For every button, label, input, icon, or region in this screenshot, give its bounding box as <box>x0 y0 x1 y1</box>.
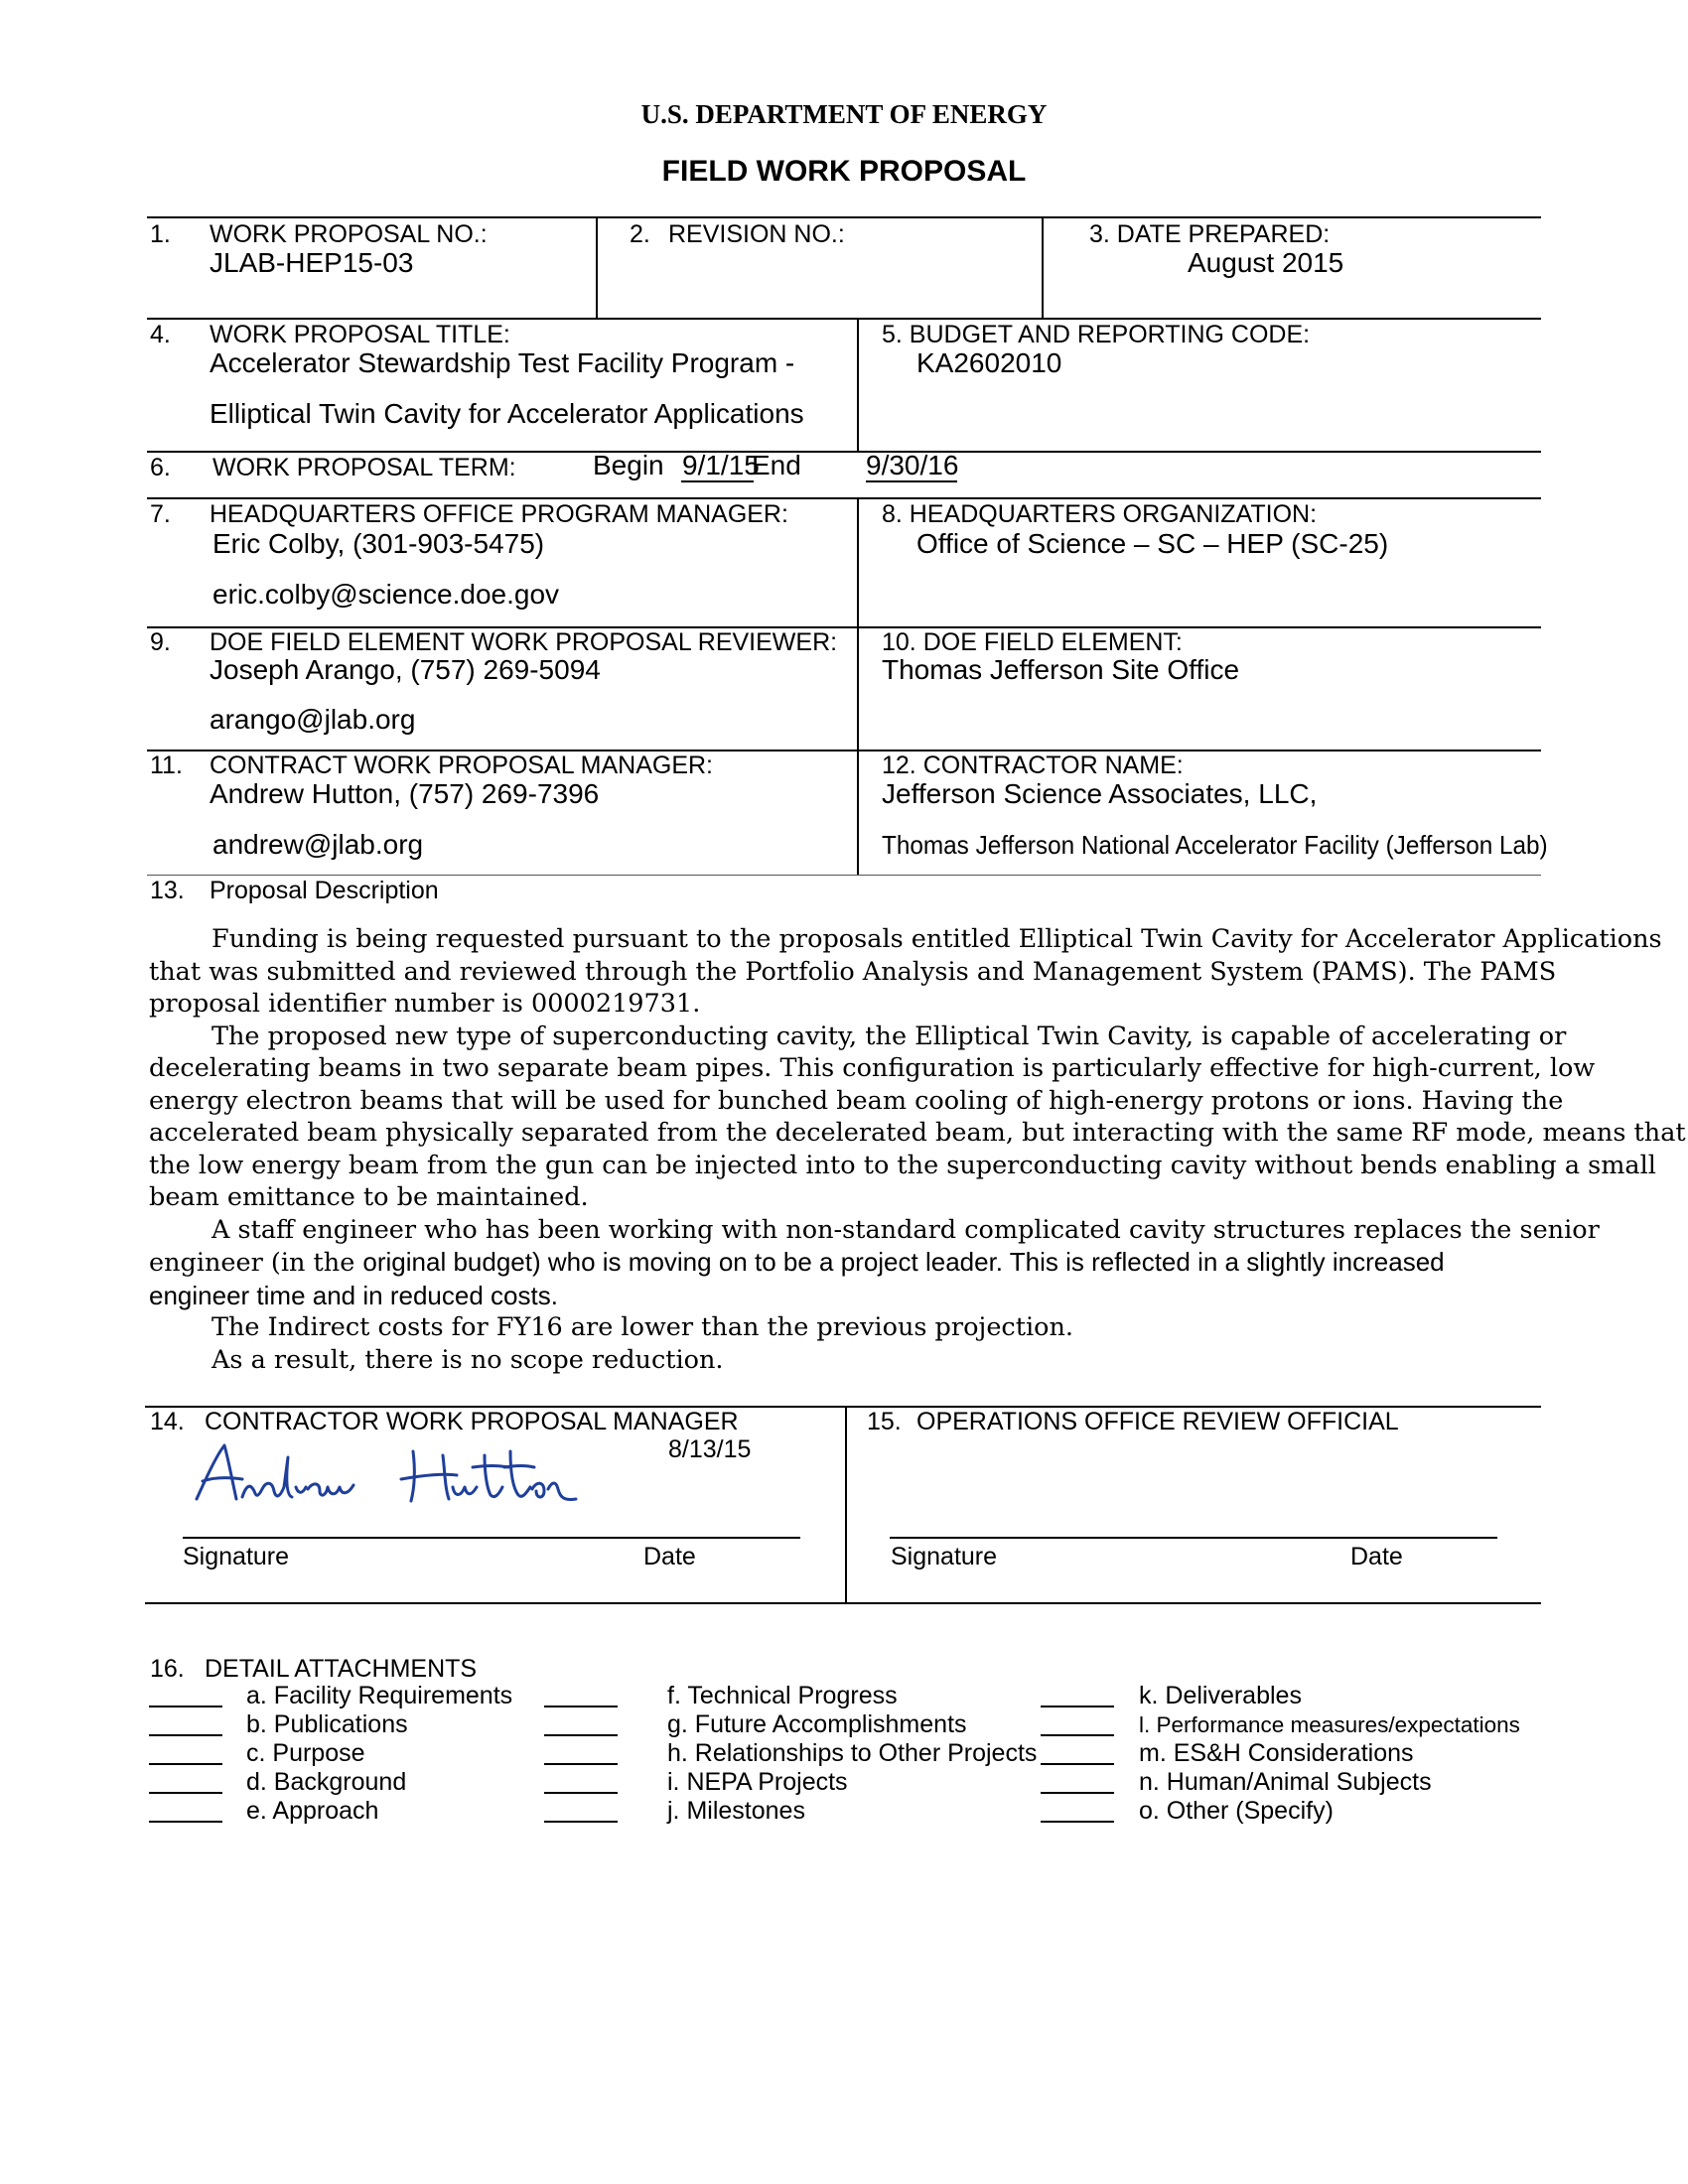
attachment-e-checkline[interactable] <box>149 1821 222 1823</box>
description-line: engineer time and in reduced costs. <box>149 1280 558 1310</box>
attachment-f-checkline[interactable] <box>544 1706 618 1707</box>
row2-top-rule <box>147 318 1541 320</box>
contractor-name-line1: Jefferson Science Associates, LLC, <box>882 778 1318 809</box>
row7-top-rule <box>147 875 1541 876</box>
field13-label: Proposal Description <box>210 877 439 904</box>
field13-number: 13. <box>150 877 185 904</box>
attachment-n-checkline[interactable] <box>1041 1792 1114 1794</box>
row1-divider-a <box>596 216 598 318</box>
field12-label: 12. CONTRACTOR NAME: <box>882 751 1184 779</box>
work-proposal-title-line2: Elliptical Twin Cavity for Accelerator Applications <box>210 398 804 429</box>
contractor-signature-label: Signature <box>183 1543 290 1570</box>
field7-number: 7. <box>150 500 171 528</box>
attachment-n-label: n. Human/Animal Subjects <box>1139 1768 1432 1796</box>
contractor-signature-line <box>183 1537 800 1539</box>
field6-label: WORK PROPOSAL TERM: <box>212 454 516 481</box>
doe-field-element: Thomas Jefferson Site Office <box>882 654 1240 685</box>
description-line: A staff engineer who has been working with non-standard complicated cavity structures replaces the senior <box>211 1214 1600 1245</box>
description-fragment: engineer (in the <box>149 1248 355 1278</box>
term-begin-underline <box>681 480 754 482</box>
attachment-l-label: l. Performance measures/expectations <box>1139 1712 1520 1737</box>
row4-top-rule <box>147 497 1541 499</box>
attachment-h-label: h. Relationships to Other Projects <box>667 1739 1038 1767</box>
description-line: As a result, there is no scope reduction. <box>211 1344 724 1375</box>
field15-number: 15. <box>867 1408 902 1435</box>
attachment-e-label: e. Approach <box>246 1797 379 1825</box>
field3-label: 3. DATE PREPARED: <box>1089 220 1331 248</box>
signature-block-bottom-rule <box>145 1602 1541 1604</box>
attachment-i-checkline[interactable] <box>544 1792 618 1794</box>
ops-official-signature-line <box>890 1537 1497 1539</box>
field1-number: 1. <box>150 220 171 248</box>
attachment-h-checkline[interactable] <box>544 1763 618 1765</box>
field14-label: CONTRACTOR WORK PROPOSAL MANAGER <box>205 1408 739 1435</box>
description-line: beam emittance to be maintained. <box>149 1182 589 1212</box>
attachment-i-label: i. NEPA Projects <box>667 1768 848 1796</box>
attachment-a-label: a. Facility Requirements <box>246 1682 513 1709</box>
work-proposal-title-line1: Accelerator Stewardship Test Facility Program - <box>210 347 795 378</box>
attachment-g-label: g. Future Accomplishments <box>667 1710 967 1738</box>
field2-number: 2. <box>630 220 650 248</box>
field4-label: WORK PROPOSAL TITLE: <box>210 321 510 348</box>
attachment-l-checkline[interactable] <box>1041 1734 1114 1736</box>
ops-official-date-label: Date <box>1350 1543 1403 1570</box>
field14-number: 14. <box>150 1408 185 1435</box>
attachment-b-checkline[interactable] <box>149 1734 222 1736</box>
contract-manager-name: Andrew Hutton, (757) 269-7396 <box>210 778 600 809</box>
description-line: decelerating beams in two separate beam pipes. This configuration is particularly effective for high-current, low <box>149 1053 1596 1083</box>
hq-organization: Office of Science – SC – HEP (SC-25) <box>916 528 1389 559</box>
contractor-name-line2: Thomas Jefferson National Accelerator Facility (Jefferson Lab) <box>882 830 1548 860</box>
field16-label: DETAIL ATTACHMENTS <box>205 1655 478 1683</box>
field6-number: 6. <box>150 454 171 481</box>
contractor-date-label: Date <box>643 1543 696 1570</box>
field11-label: CONTRACT WORK PROPOSAL MANAGER: <box>210 751 714 779</box>
attachment-c-label: c. Purpose <box>246 1739 365 1767</box>
description-fragment: original budget) who is moving on to be a project leader. This is reflected in a slightly increased <box>362 1247 1445 1277</box>
attachment-f-label: f. Technical Progress <box>667 1682 898 1709</box>
description-line: the low energy beam from the gun can be injected into to the superconducting cavity without bends enabling a small <box>149 1150 1656 1180</box>
attachment-k-checkline[interactable] <box>1041 1706 1114 1707</box>
ops-official-signature-label: Signature <box>891 1543 998 1570</box>
description-line-mixed <box>149 1246 1539 1280</box>
attachment-a-checkline[interactable] <box>149 1706 222 1707</box>
budget-reporting-code: KA2602010 <box>916 347 1062 378</box>
contract-manager-email: andrew@jlab.org <box>212 829 424 860</box>
andrew-hutton-signature <box>189 1437 586 1517</box>
field-reviewer-email: arango@jlab.org <box>210 704 416 735</box>
description-line: The Indirect costs for FY16 are lower than the previous projection. <box>211 1312 1073 1342</box>
term-end-label: End <box>752 450 801 480</box>
date-prepared: August 2015 <box>1188 247 1344 278</box>
description-line: proposal identifier number is 0000219731. <box>149 989 701 1019</box>
field10-label: 10. DOE FIELD ELEMENT: <box>882 628 1183 656</box>
field1-label: WORK PROPOSAL NO.: <box>210 220 488 248</box>
attachment-m-checkline[interactable] <box>1041 1763 1114 1765</box>
term-begin-label: Begin <box>593 450 664 480</box>
signature-block-divider <box>845 1406 847 1604</box>
term-end-underline <box>866 480 957 482</box>
row1-top-rule <box>147 216 1541 218</box>
attachment-d-checkline[interactable] <box>149 1792 222 1794</box>
description-line: The proposed new type of superconducting cavity, the Elliptical Twin Cavity, is capable of accelerating or <box>211 1021 1567 1051</box>
attachment-o-checkline[interactable] <box>1041 1821 1114 1823</box>
description-line: energy electron beams that will be used for bunched beam cooling of high-energy protons or ions. Having the <box>149 1085 1564 1116</box>
form-title: FIELD WORK PROPOSAL <box>661 155 1027 188</box>
attachment-c-checkline[interactable] <box>149 1763 222 1765</box>
hq-program-manager-email: eric.colby@science.doe.gov <box>212 579 560 610</box>
description-line: Funding is being requested pursuant to the proposals entitled Elliptical Twin Cavity for Accelerator Applications <box>211 924 1662 954</box>
attachment-g-checkline[interactable] <box>544 1734 618 1736</box>
row5-divider <box>857 626 859 750</box>
agency-title: U.S. DEPARTMENT OF ENERGY <box>640 99 1048 129</box>
field9-label: DOE FIELD ELEMENT WORK PROPOSAL REVIEWER: <box>210 628 838 656</box>
row2-divider <box>857 318 859 451</box>
field8-label: 8. HEADQUARTERS ORGANIZATION: <box>882 500 1318 528</box>
field-reviewer-name: Joseph Arango, (757) 269-5094 <box>210 654 601 685</box>
field16-number: 16. <box>150 1655 185 1683</box>
proposal-description <box>149 923 1686 1376</box>
field7-label: HEADQUARTERS OFFICE PROGRAM MANAGER: <box>210 500 788 528</box>
description-line: that was submitted and reviewed through the Portfolio Analysis and Management System (PAMS). The PAMS <box>149 956 1557 987</box>
row4-divider <box>857 497 859 626</box>
attachment-k-label: k. Deliverables <box>1139 1682 1302 1709</box>
description-line: accelerated beam physically separated from the decelerated beam, but interacting with the same RF mode, means that <box>149 1118 1686 1148</box>
attachment-j-checkline[interactable] <box>544 1821 618 1823</box>
term-begin-date: 9/1/15 <box>682 450 760 480</box>
attachment-m-label: m. ES&H Considerations <box>1139 1739 1414 1767</box>
attachment-j-label: j. Milestones <box>667 1797 805 1825</box>
attachment-d-label: d. Background <box>246 1768 407 1796</box>
attachment-o-label: o. Other (Specify) <box>1139 1797 1334 1825</box>
work-proposal-number: JLAB-HEP15-03 <box>210 247 414 278</box>
row3-top-rule <box>147 451 1541 453</box>
field4-number: 4. <box>150 321 171 348</box>
field5-label: 5. BUDGET AND REPORTING CODE: <box>882 321 1311 348</box>
field15-label: OPERATIONS OFFICE REVIEW OFFICIAL <box>916 1408 1399 1435</box>
field9-number: 9. <box>150 628 171 656</box>
contractor-signature-date: 8/13/15 <box>668 1435 752 1463</box>
term-end-date: 9/30/16 <box>866 450 959 480</box>
row6-divider <box>857 750 859 875</box>
attachment-b-label: b. Publications <box>246 1710 408 1738</box>
hq-program-manager-name: Eric Colby, (301-903-5475) <box>212 528 545 559</box>
field11-number: 11. <box>150 751 183 779</box>
row1-divider-b <box>1042 216 1044 318</box>
field2-label: REVISION NO.: <box>668 220 845 248</box>
